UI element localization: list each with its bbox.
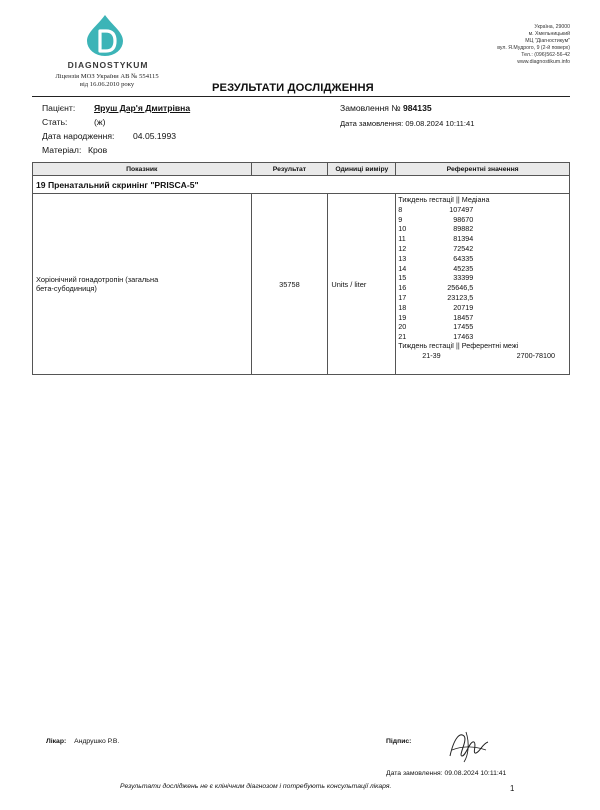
doctor-name: Андрушко Р.В.	[74, 738, 120, 745]
doctor-label: Лікар:	[46, 738, 67, 745]
reference-limits-row	[398, 351, 567, 360]
col-header-units: Одиниці виміру	[328, 163, 396, 176]
material-value: Кров	[88, 145, 108, 155]
contact-website: www.diagnostikum.info	[517, 59, 570, 65]
patient-name-row	[42, 103, 190, 114]
patient-label: Пацієнт:	[42, 103, 76, 113]
reference-limits-header: Тиждень гестації || Референтні межі	[398, 340, 519, 350]
contact-city: м. Хмельницький	[528, 31, 570, 37]
signature-label: Підпис:	[386, 738, 412, 745]
dob-value: 04.05.1993	[133, 131, 177, 141]
indicator-name-cont: бета-субодиниця)	[36, 284, 97, 293]
reference-row: 9 98670	[398, 214, 474, 224]
footer-order-date-row	[386, 770, 506, 777]
reference-cell	[396, 194, 570, 375]
reference-row: 10 89882	[398, 224, 474, 234]
order-date-label: Дата замовлення:	[340, 119, 404, 128]
contact-address: вул. Я.Мудрого, 9 (2-й поверх)	[497, 45, 570, 51]
reference-row: 17 23123,5	[398, 292, 474, 302]
order-date-row	[340, 118, 474, 129]
footer-order-date: 09.08.2024 10:11:41	[444, 770, 507, 777]
test-group-row	[33, 176, 570, 194]
units-value: Units / liter	[328, 194, 396, 375]
reference-row: 20 17455	[398, 322, 474, 332]
brand-name: DIAGNOSTYKUM	[67, 60, 149, 70]
test-group-title: 19 Пренатальний скринінг "PRISCA-5"	[33, 176, 570, 194]
col-header-indicator: Показник	[33, 163, 252, 176]
order-number: 984135	[402, 103, 432, 113]
dob-row	[42, 131, 176, 142]
page-number: 1	[510, 784, 515, 793]
reference-row: 21 17463	[398, 332, 474, 342]
license-date: від 16.06.2010 року	[79, 81, 135, 89]
reference-row: 15 33399	[398, 273, 474, 283]
indicator-name: Хоріонічний гонадотропін (загальна	[36, 275, 159, 284]
clinic-contact	[370, 24, 570, 66]
footer-order-date-label: Дата замовлення:	[386, 770, 443, 777]
reference-row: 16 25646,5	[398, 283, 474, 293]
doctor-row	[46, 738, 119, 745]
order-label: Замовлення №	[340, 103, 401, 113]
contact-phone: Тел.: (096)562-56-42	[521, 52, 570, 58]
header-divider	[32, 96, 570, 97]
reference-row: 13 64335	[398, 253, 474, 263]
reference-row: 19 18457	[398, 312, 474, 322]
reference-limits-week: 21-39	[422, 350, 441, 360]
reference-row: 14 45235	[398, 263, 474, 273]
disclaimer: Результати досліджень не є клінічним діагнозом і потребують консультації лікаря.	[120, 783, 392, 790]
contact-country: Україна, 29000	[534, 24, 570, 30]
indicator-cell	[33, 194, 252, 375]
reference-row: 8 107497	[398, 204, 474, 214]
reference-limits-range: 2700-78100	[516, 350, 555, 360]
table-row	[33, 194, 570, 375]
diagnostykum-logo-icon	[82, 12, 128, 58]
material-label: Матеріал:	[42, 145, 82, 155]
patient-name: Яруш Дар'я Дмитрівна	[94, 103, 191, 113]
reference-row: 18 20719	[398, 302, 474, 312]
sex-value: (ж)	[94, 117, 106, 127]
results-table	[32, 162, 570, 375]
col-header-result: Результат	[251, 163, 328, 176]
document-title: РЕЗУЛЬТАТИ ДОСЛІДЖЕННЯ	[212, 82, 374, 94]
table-header-row	[33, 163, 570, 176]
order-date: 09.08.2024 10:11:41	[405, 119, 475, 128]
contact-clinic: МЦ "Діагностикум"	[525, 38, 570, 44]
reference-row: 12 72542	[398, 243, 474, 253]
signature-icon	[444, 726, 492, 766]
reference-header: Тиждень гестації || Медіана	[398, 195, 490, 204]
material-row	[42, 145, 107, 156]
reference-row: 11 81394	[398, 234, 474, 244]
col-header-reference: Референтні значення	[396, 163, 570, 176]
sex-row	[42, 117, 105, 128]
license-info	[32, 73, 182, 90]
result-value: 35758	[251, 194, 328, 375]
sex-label: Стать:	[42, 117, 68, 127]
order-number-row	[340, 103, 432, 114]
dob-label: Дата народження:	[42, 131, 115, 141]
license-line: Ліцензія МОЗ України АВ № 554115	[55, 73, 159, 80]
